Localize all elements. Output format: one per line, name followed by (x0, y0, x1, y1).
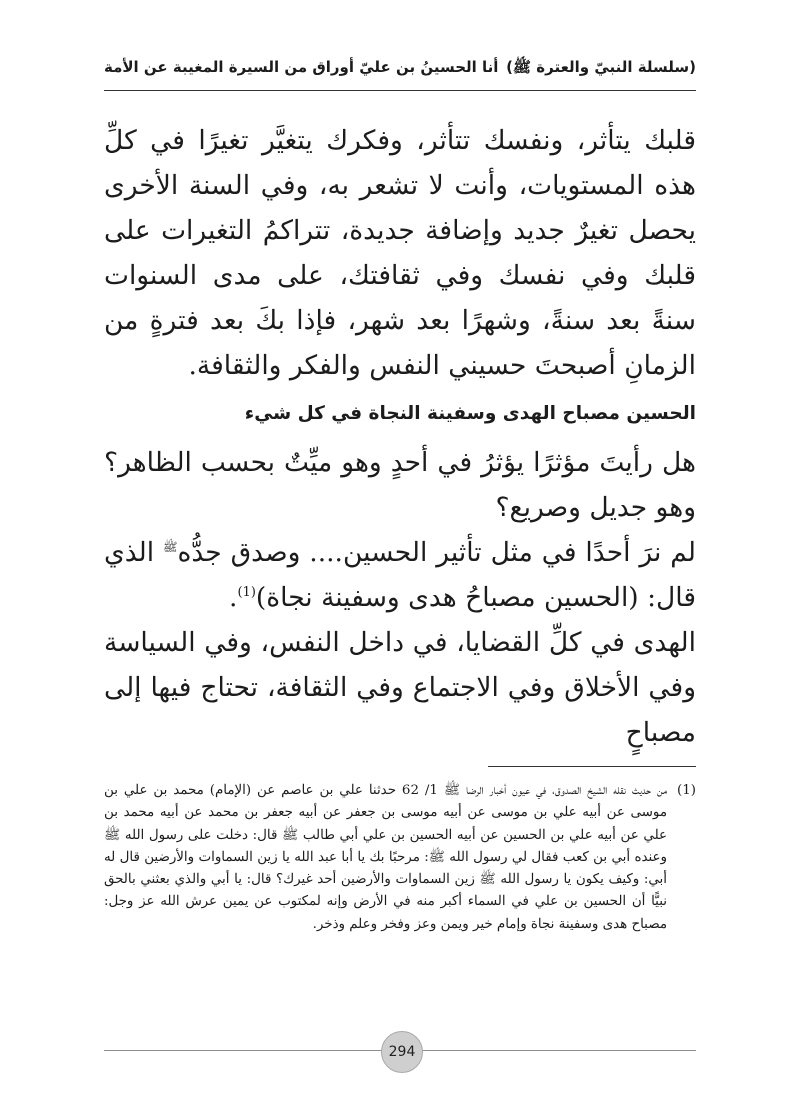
footnote (104, 780, 696, 936)
main-text (104, 118, 696, 755)
paragraph-3-part-b: الذي قال: (الحسين مصباحُ هدى وسفينة نجاة) (104, 537, 696, 613)
book-title: أنا الحسينُ بن عليّ أوراق من السيرة المغيبة عن الأمة (104, 58, 499, 76)
header-divider (104, 90, 696, 91)
footnote-number: (1) (677, 783, 696, 798)
paragraph-2: هل رأيتَ مؤثرًا يؤثرُ في أحدٍ وهو ميِّتٌ بحسب الظاهر؟ وهو جديل وصريع؟ (104, 447, 696, 523)
paragraph-3-part-a: لم نرَ أحدًا في مثل تأثير الحسين.... وصدق جدُّه (177, 537, 696, 568)
footnote-divider (488, 766, 696, 767)
footnote-text: من حديث نقله الشيخ الصدوق، في عيون أخبار الرضا ﷺ 1/ 62 حدثنا علي بن عاصم عن (الإمام) محمد بن علي بن موسى عن أبيه علي بن موسى عن أبيه موسى بن جعفر عن أبيه جعفر بن محمد عن أبيه محمد بن علي عن أبيه علي بن الحسين عن أبيه الحسين بن علي أبي طالب ﷺ قال: دخلت على رسول الله ﷺ وعنده أبي بن كعب فقال لي رسول الله ﷺ: مرحبًا بك يا أبا عبد الله يا زين السماوات والأرضين قال له أبي: وكيف يكون يا رسول الله ﷺ زين السماوات والأرضين أحد غيرك؟ قال: يا أبي والذي بعثني بالحق نبيًّا أن الحسين بن علي في السماء أكبر منه في الأرض وإنه لمكتوب عن يمين عرش الله عز وجل: مصباح هدى وسفينة نجاة وإمام خير ويمن وعز وفخر وعلم وذخر. (104, 783, 667, 932)
series-title: (سلسلة النبيّ والعترة ﷺ) (506, 58, 696, 76)
footnote-reference[interactable]: (1) (237, 585, 256, 601)
paragraph-1: قلبك يتأثر، ونفسك تتأثر، وفكرك يتغيَّر تغيرًا في كلِّ هذه المستويات، وأنت لا تشعر به، وفي السنة الأخرى يحصل تغيرٌ جديد وإضافة جديدة، تتراكمُ التغيرات على قلبك وفي نفسك وفي ثقافتك، على مدى السنوات سنةً بعد سنةً، وشهرًا بعد شهر، فإذا بكَ بعد فترةٍ من الزمانِ أصبحتَ حسيني النفس والفكر والثقافة. (104, 125, 696, 381)
section-heading: الحسين مصباح الهدى وسفينة النجاة في كل شيء (244, 403, 696, 424)
honorific-symbol: ﷺ (163, 540, 178, 555)
running-header (104, 58, 696, 80)
paragraph-4: الهدى في كلِّ القضايا، في داخل النفس، وفي السياسة وفي الأخلاق وفي الاجتماع وفي الثقافة، تحتاج فيها إلى مصباحٍ (104, 627, 696, 748)
page-number: 294 (381, 1031, 423, 1073)
paragraph-3-end: . (229, 582, 238, 613)
paragraph-3 (104, 530, 696, 620)
